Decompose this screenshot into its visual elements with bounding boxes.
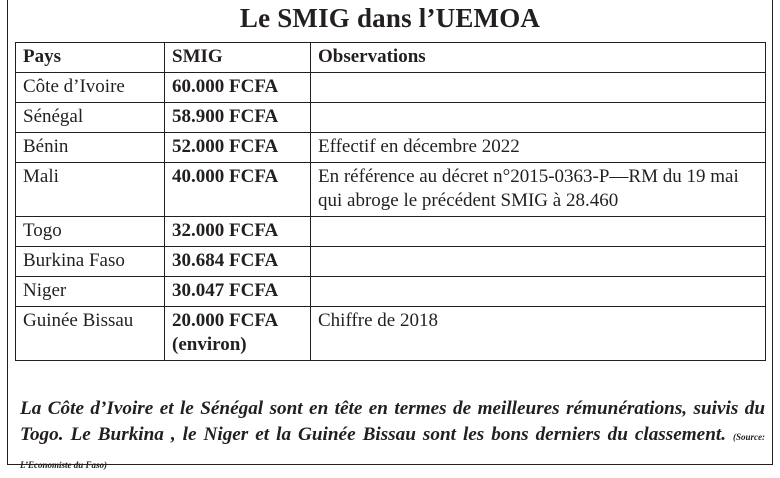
cell-pays: Sénégal — [16, 103, 165, 133]
cell-smig: 40.000 FCFA — [165, 163, 311, 217]
table-row — [16, 217, 766, 247]
cell-pays: Burkina Faso — [16, 247, 165, 277]
cell-observations — [311, 103, 766, 133]
cell-observations — [311, 217, 766, 247]
cell-smig: 32.000 FCFA — [165, 217, 311, 247]
table-row — [16, 247, 766, 277]
cell-pays: Niger — [16, 277, 165, 307]
page-title: Le SMIG dans l’UEMOA — [239, 3, 541, 33]
table-row — [16, 103, 766, 133]
caption-text: La Côte d’Ivoire et le Sénégal sont en tête en termes de meilleures rémunérations, suivis du Togo. Le Burkina , le Niger et la Guinée Bissau sont les bons derniers du classement. — [20, 398, 765, 445]
cell-observations — [311, 277, 766, 307]
table-row — [16, 277, 766, 307]
cell-smig: 58.900 FCFA — [165, 103, 311, 133]
cell-smig: 30.684 FCFA — [165, 247, 311, 277]
cell-observations: Effectif en décembre 2022 — [311, 133, 766, 163]
table-row — [16, 163, 766, 217]
header-pays: Pays — [16, 43, 165, 73]
table-row — [16, 133, 766, 163]
table-header-row — [16, 43, 766, 73]
cell-pays: Guinée Bissau — [16, 307, 165, 361]
cell-observations — [311, 247, 766, 277]
cell-pays: Côte d’Ivoire — [16, 73, 165, 103]
header-smig: SMIG — [165, 43, 311, 73]
cell-pays: Togo — [16, 217, 165, 247]
caption-note — [20, 396, 765, 478]
cell-observations: Chiffre de 2018 — [311, 307, 766, 361]
table-row — [16, 73, 766, 103]
cell-smig: 30.047 FCFA — [165, 277, 311, 307]
table-row — [16, 307, 766, 361]
cell-smig: 52.000 FCFA — [165, 133, 311, 163]
cell-pays: Mali — [16, 163, 165, 217]
cell-observations — [311, 73, 766, 103]
cell-smig: 20.000 FCFA (environ) — [165, 307, 311, 361]
smig-table — [15, 42, 766, 361]
cell-observations: En référence au décret n°2015-0363-P—RM du 19 mai qui abroge le précédent SMIG à 28.460 — [311, 163, 766, 217]
cell-smig: 60.000 FCFA — [165, 73, 311, 103]
cell-pays: Bénin — [16, 133, 165, 163]
caption-source: (Source: L’Economiste du Faso) — [20, 432, 765, 470]
header-observations: Observations — [311, 43, 766, 73]
